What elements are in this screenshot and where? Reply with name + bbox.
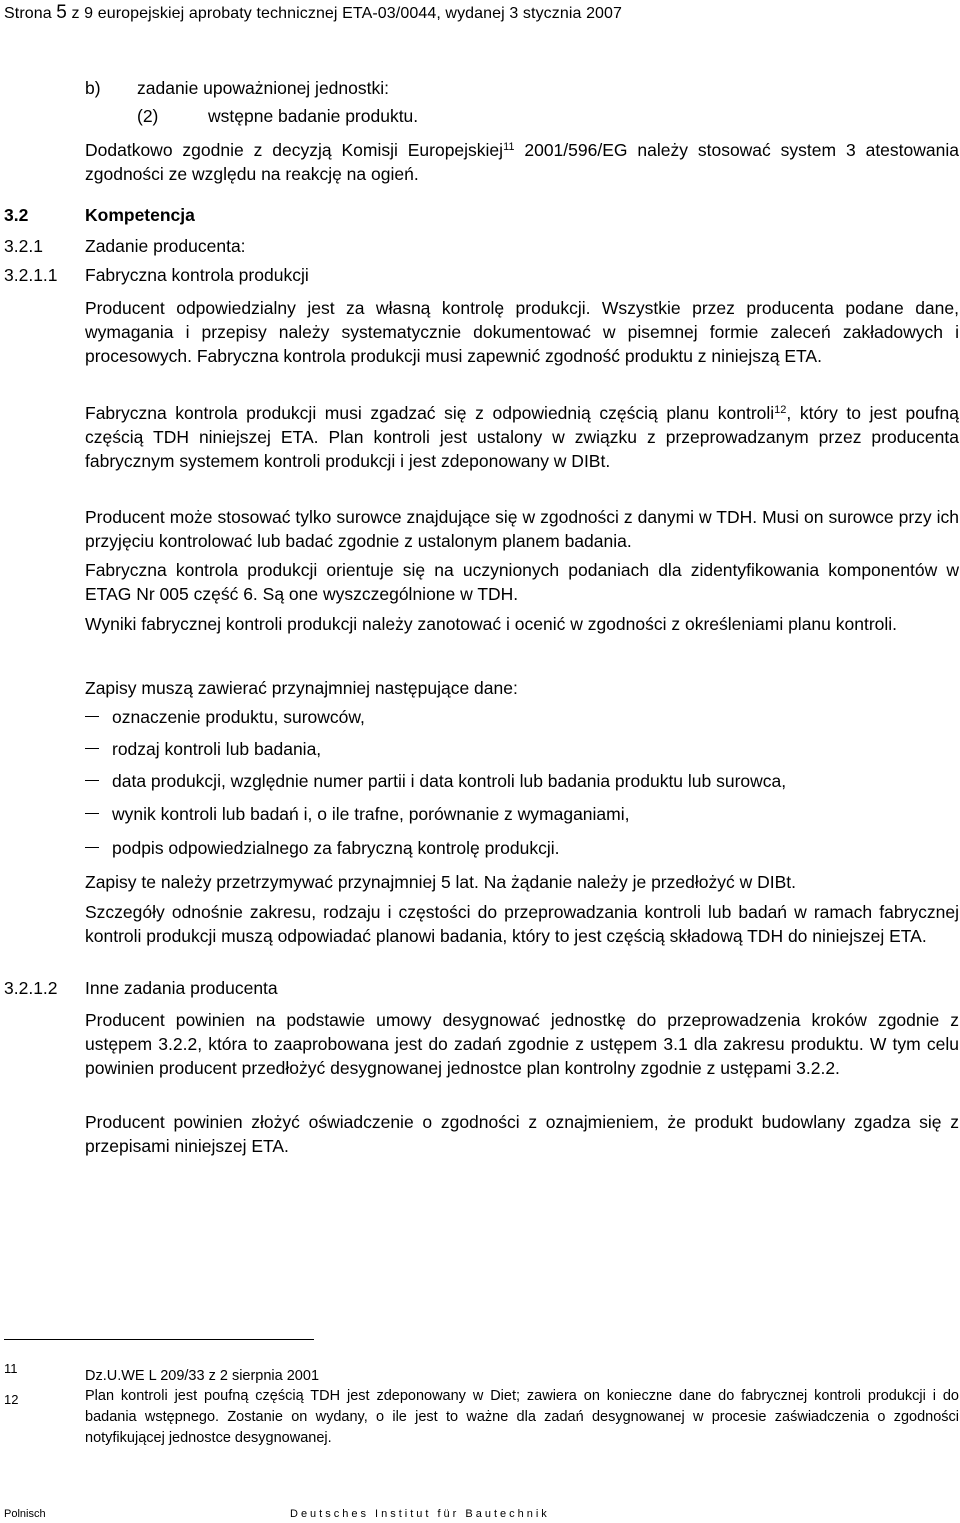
fpc-para2-part2: , który to jest poufną częścią TDH niniejszej ETA. Plan kontroli jest ustalony w związku z przeprowadzanym przez producenta fabrycznym systemem kontroli produkcji i jest zdeponowany w DIBt. [85,403,959,471]
section-b-para-part1: Dodatkowo zgodnie z decyzją Komisji Europejskiej [85,140,504,160]
section-3-2-number: 3.2 [4,205,29,225]
section-b-label: b) [85,78,101,98]
section-3-2-1-number: 3.2.1 [4,236,43,256]
list-item: podpis odpowiedzialnego za fabryczną kontrolę produkcji. [85,838,560,859]
fpc-paragraph-6: Zapisy muszą zawierać przynajmniej następujące dane: [85,678,518,698]
fpc-paragraph-8: Szczegóły odnośnie zakresu, rodzaju i częstości do przeprowadzania kontroli lub badań w ramach fabrycznej kontroli produkcji muszą odpowiadać planowi badania, który to jest częścią składową TDH do niniejszej ETA. [85,902,959,946]
section-b-paragraph [85,138,959,186]
other-tasks-paragraph-1: Producent powinien na podstawie umowy desygnować jednostkę do przeprowadzenia kroków zgodnie z ustępem 3.2.2, która to zaaprobowana jest do zadań zgodnie z ustępem 3.1 dla zakresu produktu. W tym celu powinien producent przedłożyć desygnowanej jednostce plan kontrolny zgodnie z ustępami 3.2.2. [85,1010,959,1078]
list-item: data produkcji, względnie numer partii i data kontroli lub badania produktu lub surowca, [85,771,786,792]
section-3-2-title: Kompetencja [85,205,195,225]
dash-icon [85,847,99,848]
list-item: wynik kontroli lub badań i, o ile trafne, porównanie z wymaganiami, [85,804,630,825]
footnote-12-text: Plan kontroli jest poufną częścią TDH jest zdeponowany w Diet; zawiera on konieczne dane do fabrycznej kontroli produkcji i do badania wstępnego. Zostanie on wydany, o ile jest to ważne dla zadań desygnowanej w procesie zaświadczenia o zgodności notyfikującej jednostce desygnowanej. [85,1388,959,1446]
footnote-11-number: 11 [4,1361,18,1376]
fpc-paragraph-2 [85,401,959,473]
fpc-paragraph-3: Producent może stosować tylko surowce znajdujące się w zgodności z danymi w TDH. Musi on surowce przy ich przyjęciu kontrolować lub badać zgodnie z ustalonym planem badania. [85,507,959,551]
page-header [4,2,622,24]
header-page-number: 5 [56,2,67,23]
fpc-paragraph-1: Producent odpowiedzialny jest za własną kontrolę produkcji. Wszystkie przez producenta podane dane, wymagania i przepisy należy systematycznie dokumentować w pisemnej formie zaleceń zakładowych i procesowych. Fabryczna kontrola produkcji musi zapewnić zgodność produktu z niniejszą ETA. [85,298,959,366]
fpc-para2-part1: Fabryczna kontrola produkcji musi zgadzać się z odpowiednią częścią planu kontroli [85,403,775,423]
fpc-paragraph-4: Fabryczna kontrola produkcji orientuje się na uczynionych podaniach dla zidentyfikowania komponentów w ETAG Nr 005 część 6. Są one wyszczególnione w TDH. [85,560,959,604]
section-b-sub-label: (2) [137,106,159,126]
dash-icon [85,748,99,749]
section-3-2-1-2-title: Inne zadania producenta [85,978,278,998]
header-prefix: Strona [4,5,52,22]
footnote-separator [4,1339,314,1340]
footer-language: Polnisch [4,1508,46,1520]
section-b-sub-text: wstępne badanie produktu. [208,106,419,126]
header-date: stycznia 2007 [522,5,623,22]
dash-icon [85,780,99,781]
header-title: z 9 europejskiej aprobaty technicznej ETA-03/0044, wydanej 3 [71,5,519,22]
section-b-title: zadanie upoważnionej jednostki: [137,78,389,98]
footnote-ref-12: 12 [774,404,787,416]
fpc-paragraph-7: Zapisy te należy przetrzymywać przynajmniej 5 lat. Na żądanie należy je przedłożyć w DIBt. [85,872,796,892]
footnote-12-number: 12 [4,1392,19,1407]
dash-icon [85,813,99,814]
footnote-11-text: Dz.U.WE L 209/33 z 2 sierpnia 2001 [85,1368,320,1384]
section-3-2-1-1-number: 3.2.1.1 [4,265,58,285]
section-b-para-part2: 2001/596/EG należy stosować system 3 atestowania zgodności ze względu na reakcję na ogień. [85,140,959,184]
footer-institute: Deutsches Institut für Bautechnik [290,1508,550,1520]
list-item: rodzaj kontroli lub badania, [85,739,321,760]
section-3-2-1-2-number: 3.2.1.2 [4,978,58,998]
section-3-2-1-1-title: Fabryczna kontrola produkcji [85,265,309,285]
other-tasks-paragraph-2: Producent powinien złożyć oświadczenie o zgodności z oznajmieniem, że produkt budowlany zgadza się z przepisami niniejszej ETA. [85,1112,959,1156]
dash-icon [85,716,99,717]
section-3-2-1-title: Zadanie producenta: [85,236,246,256]
footnote-ref-11: 11 [503,141,515,153]
fpc-paragraph-5: Wyniki fabrycznej kontroli produkcji należy zanotować i ocenić w zgodności z określeniami planu kontroli. [85,614,898,634]
list-item: oznaczenie produktu, surowców, [85,707,365,728]
